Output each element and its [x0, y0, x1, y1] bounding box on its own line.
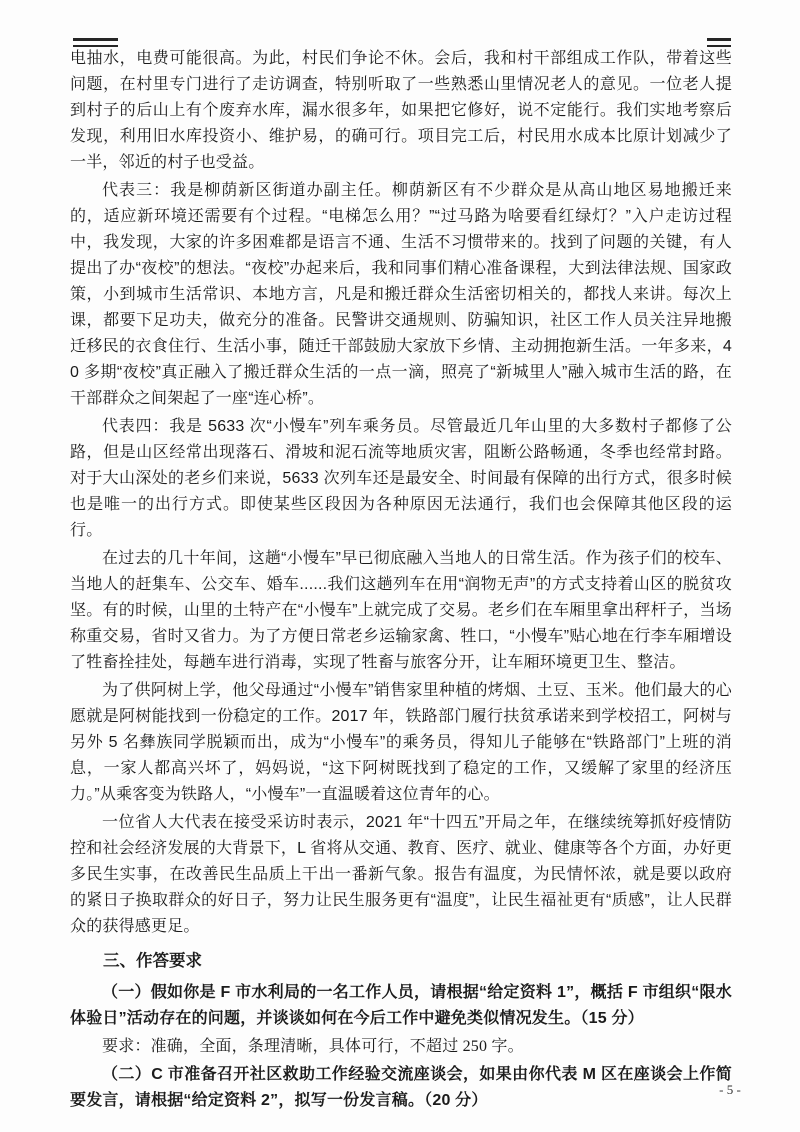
- body-paragraph-continued: 电抽水，电费可能很高。为此，村民们争论不休。会后，我和村干部组成工作队，带着这些问题，在村里专门进行了走访调查，特别听取了一些熟悉山里情况老人的意见。一位老人提到村子的后山上有个废弃水库，漏水很多年，如果把它修好，说不定能行。我们实地考察后发现，利用旧水库投资小、维护易，的确可行。项目完工后，村民用水成本比原计划减少了一半，邻近的村子也受益。: [70, 50, 732, 171]
- answer-section-heading: 三、作答要求: [103, 952, 202, 970]
- question-1-requirement: 要求：准确，全面，条理清晰，具体可行，不超过 250 字。: [102, 1038, 524, 1055]
- body-paragraph-representative-4: 代表四：我是 5633 次“小慢车”列车乘务员。尽管最近几年山里的大多数村子都修了公路，但是山区经常出现落石、滑坡和泥石流等地质灾害，阻断公路畅通，冬季也经常封路。对于大山深处的老乡们来说，5633 次列车还是最安全、时间最有保障的出行方式，很多时候也是唯一的出行方式。即使某些区段因为各种原因无法通行，我们也会保障其他区段的运行。: [70, 418, 732, 539]
- page-number: - 5 -: [719, 1082, 741, 1097]
- body-paragraph-ashu: 为了供阿树上学，他父母通过“小慢车”销售家里种植的烤烟、土豆、玉米。他们最大的心愿就是阿树能找到一份稳定的工作。2017 年，铁路部门履行扶贫承诺来到学校招工，阿树与另外 5 名彝族同学脱颖而出，成为“小慢车”的乘务员，得知儿子能够在“铁路部门”上班的消息，一家人都高兴坏了，妈妈说，“这下阿树既找到了稳定的工作，又缓解了家里的经济压力。”从乘客变为铁路人，“小慢车”一直温暖着这位青年的心。: [70, 682, 732, 803]
- body-paragraph-slow-train: 在过去的几十年间，这趟“小慢车”早已彻底融入当地人的日常生活。作为孩子们的校车、当地人的赶集车、公交车、婚车......我们这趟列车在用“润物无声”的方式支持着山区的脱贫攻坚。有的时候，山里的土特产在“小慢车”上就完成了交易。老乡们在车厢里拿出秤杆子，当场称重交易，省时又省力。为了方便日常老乡运输家禽、牲口，“小慢车”贴心地在行李车厢增设了牲畜拴挂处，每趟车进行消毒，实现了牲畜与旅客分开，让车厢环境更卫生、整洁。: [70, 550, 732, 671]
- document-body: [70, 46, 732, 1116]
- body-paragraph-representative-3: 代表三：我是柳荫新区街道办副主任。柳荫新区有不少群众是从高山地区易地搬迁来的，适应新环境还需要有个过程。“电梯怎么用？”“过马路为啥要看红绿灯？”入户走访过程中，我发现，大家的许多困难都是语言不通、生活不习惯带来的。找到了问题的关键，有人提出了办“夜校”的想法。“夜校”办起来后，我和同事们精心准备课程，大到法律法规、国家政策，小到城市生活常识、本地方言，凡是和搬迁群众生活密切相关的，都找人来讲。每次上课，都要下足功夫，做充分的准备。民警讲交通规则、防骗知识，社区工作人员关注异地搬迁移民的衣食住行、生活小事，随迁干部鼓励大家放下乡情、主动拥抱新生活。一年多来，40 多期“夜校”真正融入了搬迁群众生活的一点一滴，照亮了“新城里人”融入城市生活的路，在干部群众之间架起了一座“连心桥”。: [70, 182, 732, 407]
- question-2: （二）C 市准备召开社区救助工作经验交流座谈会，如果由你代表 M 区在座谈会上作简要发言，请根据“给定资料 2”，拟写一份发言稿。（20 分）: [70, 1066, 732, 1109]
- body-paragraph-npc-deputy: 一位省人大代表在接受采访时表示，2021 年“十四五”开局之年，在继续统筹抓好疫情防控和社会经济发展的大背景下，L 省将从交通、教育、医疗、就业、健康等各个方面，办好更多民生实事，在改善民生品质上干出一番新气象。报告有温度，为民情怀浓，就是要以政府的紧日子换取群众的好日子，努力让民生服务更有“温度”，让民生福祉更有“质感”，让人民群众的获得感更足。: [70, 814, 732, 935]
- question-1: （一）假如你是 F 市水利局的一名工作人员，请根据“给定资料 1”，概括 F 市组织“限水体验日”活动存在的问题，并谈谈如何在今后工作中避免类似情况发生。（15 分）: [70, 984, 732, 1027]
